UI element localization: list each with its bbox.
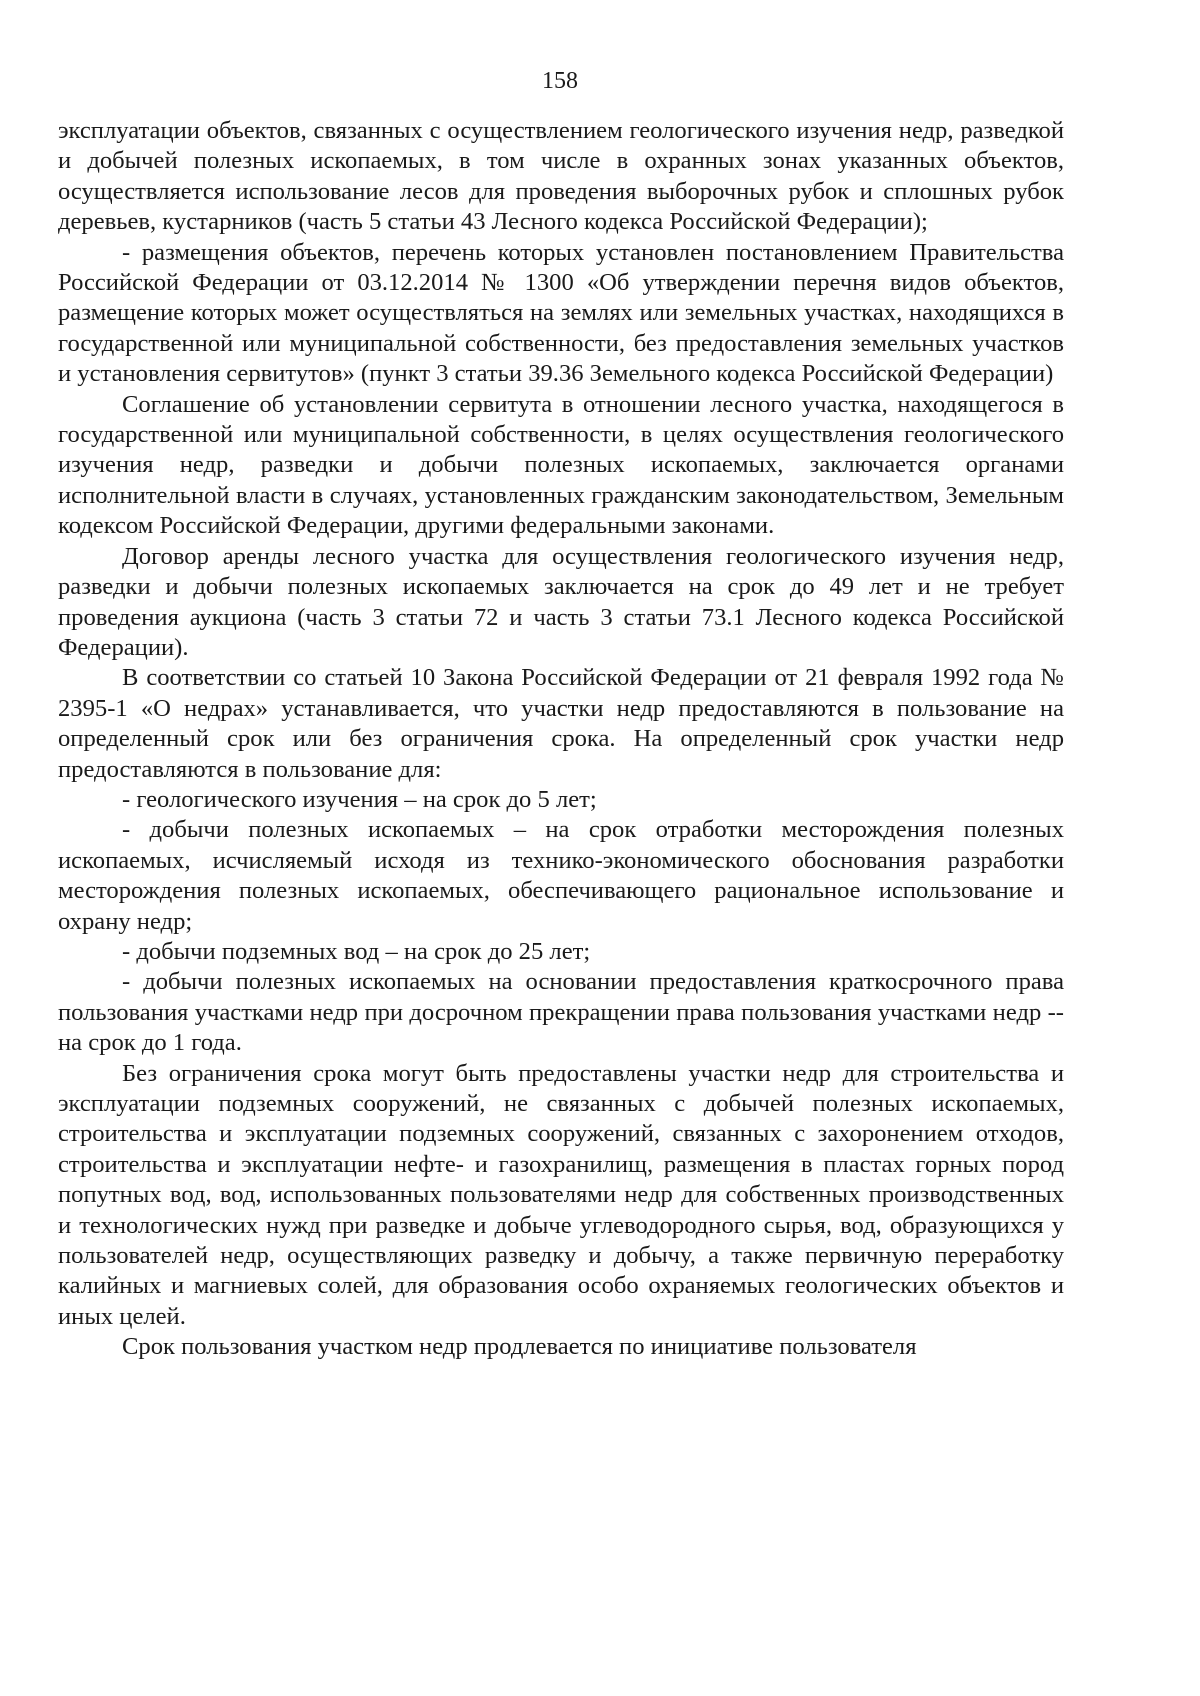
list-item-placement-objects: - размещения объектов, перечень которых установлен постановлением Правительства Российской Федерации от 03.12.2014 № 1300 «Об утверждении перечня видов объектов, размещение которых может осуществляться на землях или земельных участках, находящихся в государственной или муниципальной собственности, без предоставления земельных участков и установления сервитутов» (пункт 3 статьи 39.36 Земельного кодекса Российской Федерации) [58,238,1064,388]
list-item-groundwater: - добычи подземных вод – на срок до 25 лет; [122,937,591,965]
paragraph-subsoil-law: В соответствии со статьей 10 Закона Российской Федерации от 21 февраля 1992 года № 2395-1 «О недрах» устанавливается, что участки недр предоставляются в пользование на определенный срок или без ограничения срока. На определенный срок участки недр предоставляются в пользование для: [58,664,1064,783]
list-item-short-term-right: - добычи полезных ископаемых на основании предоставления краткосрочного права пользования участками недр при досрочном прекращении права пользования участками недр -- на срок до 1 года. [58,968,1064,1057]
paragraph-continuation: эксплуатации объектов, связанных с осуществлением геологического изучения недр, разведкой и добычей полезных ископаемых, в том числе в охранных зонах указанных объектов, осуществляется использование лесов для проведения выборочных рубок и сплошных рубок деревьев, кустарников (часть 5 статьи 43 Лесного кодекса Российской Федерации); [58,117,1064,236]
paragraph-easement-agreement: Соглашение об установлении сервитута в отношении лесного участка, находящегося в государственной или муниципальной собственности, в целях осуществления геологического изучения недр, разведки и добычи полезных ископаемых, заключается органами исполнительной власти в случаях, установленных гражданским законодательством, Земельным кодексом Российской Федерации, другими федеральными законами. [58,390,1064,540]
paragraph-term-extension: Срок пользования участком недр продлевается по инициативе пользователя [122,1333,917,1361]
paragraph-unlimited-term: Без ограничения срока могут быть предоставлены участки недр для строительства и эксплуатации подземных сооружений, не связанных с добычей полезных ископаемых, строительства и эксплуатации подземных сооружений, связанных с захоронением отходов, строительства и эксплуатации нефте- и газохранилищ, размещения в пластах горных пород попутных вод, вод, использованных пользователями недр для собственных производственных и технологических нужд при разведке и добыче углеводородного сырья, вод, образующихся у пользователей недр, осуществляющих разведку и добычу, а также первичную переработку калийных и магниевых солей, для образования особо охраняемых геологических объектов и иных целей. [58,1059,1064,1330]
page-number: 158 [542,68,578,94]
paragraph-lease-agreement: Договор аренды лесного участка для осуществления геологического изучения недр, разведки и добычи полезных ископаемых заключается на срок до 49 лет и не требует проведения аукциона (часть 3 статьи 72 и часть 3 статьи 73.1 Лесного кодекса Российской Федерации). [58,542,1064,661]
list-item-geological-study: - геологического изучения – на срок до 5 лет; [122,785,597,813]
document-body [58,116,1064,1363]
list-item-mineral-extraction: - добычи полезных ископаемых – на срок отработки месторождения полезных ископаемых, исчисляемый исходя из технико-экономического обоснования разработки месторождения полезных ископаемых, обеспечивающего рациональное использование и охрану недр; [58,816,1064,935]
